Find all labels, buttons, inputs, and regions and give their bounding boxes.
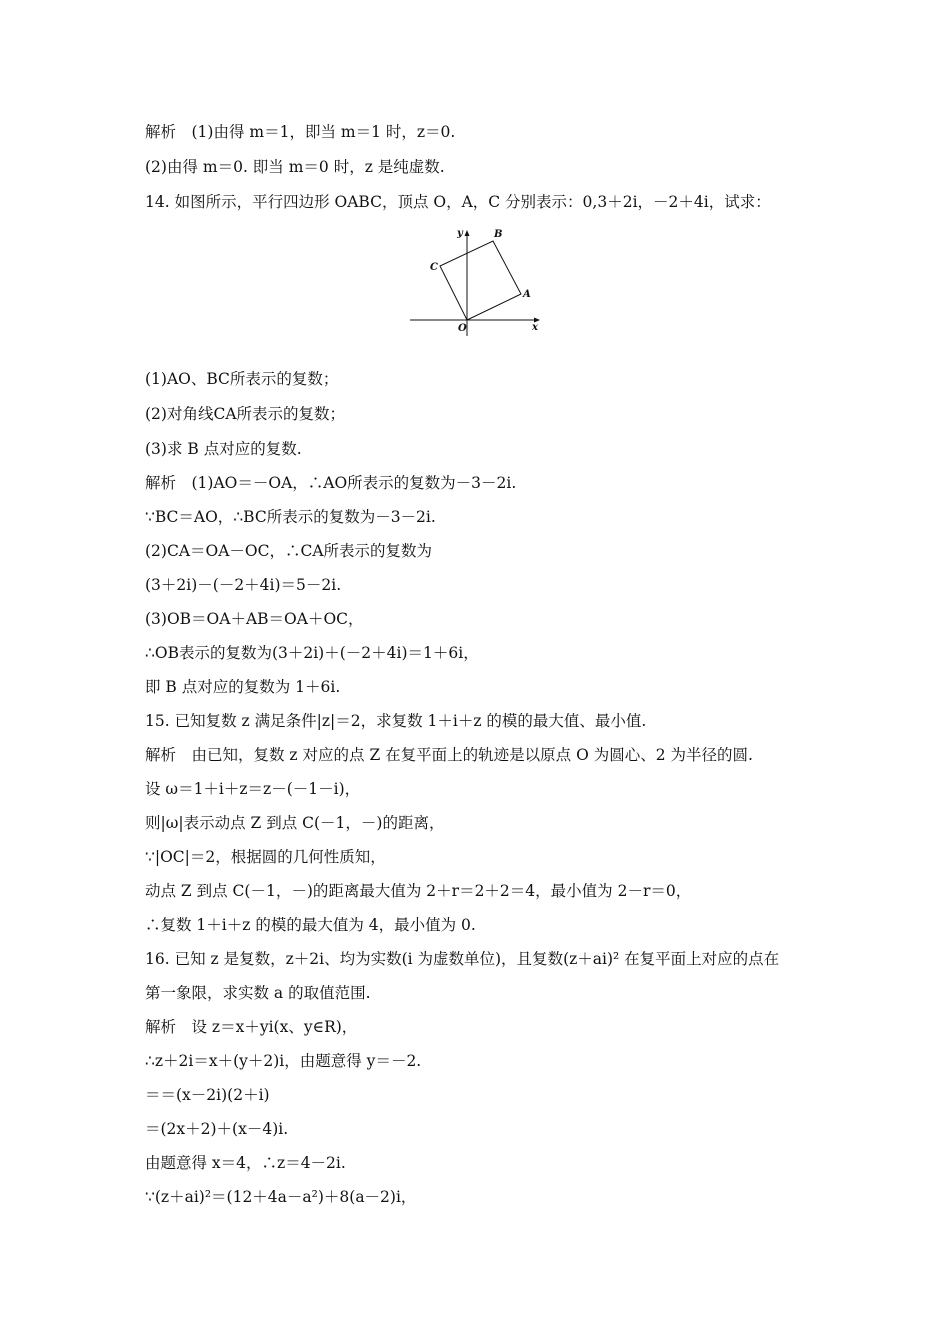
parallelogram-diagram bbox=[410, 226, 545, 338]
parallelogram-figure bbox=[410, 226, 545, 338]
line-22: 第一象限，求实数 a 的取值范围. bbox=[145, 984, 371, 1002]
y-axis-arrow bbox=[465, 230, 470, 236]
label-x: x bbox=[532, 322, 538, 333]
line-13: 即 B 点对应的复数为 1＋6i. bbox=[145, 678, 341, 696]
line-5: (2)对角线CA所表示的复数； bbox=[145, 405, 346, 423]
line-27: 由题意得 x＝4，∴z＝4－2i. bbox=[145, 1154, 346, 1172]
line-18: ∵|OC|＝2，根据圆的几何性质知， bbox=[145, 848, 386, 866]
label-a: A bbox=[523, 289, 531, 300]
line-17: 则|ω|表示动点 Z 到点 C(－1，－)的距离， bbox=[145, 814, 445, 832]
line-9: (2)CA＝OA－OC，∴CA所表示的复数为 bbox=[145, 542, 433, 560]
line-8: ∵BC＝AO，∴BC所表示的复数为－3－2i. bbox=[145, 508, 436, 526]
line-19: 动点 Z 到点 C(－1，－)的距离最大值为 2＋r＝2＋2＝4，最小值为 2－r＝0， bbox=[145, 882, 692, 900]
line-24: ∴z＋2i＝x＋(y＋2)i，由题意得 y＝－2. bbox=[145, 1052, 422, 1070]
label-y: y bbox=[457, 228, 463, 239]
line-10: (3＋2i)－(－2＋4i)＝5－2i. bbox=[145, 576, 342, 594]
line-1: 解析 (1)由得 m＝1，即当 m＝1 时，z＝0. bbox=[145, 123, 456, 141]
line-23: 解析 设 z＝x＋yi(x、y∈R)， bbox=[145, 1018, 358, 1036]
line-6: (3)求 B 点对应的复数. bbox=[145, 440, 302, 458]
line-12: ∴OB表示的复数为(3＋2i)＋(－2＋4i)＝1＋6i， bbox=[145, 644, 479, 662]
line-28: ∵(z＋ai)²＝(12＋4a－a²)＋8(a－2)i， bbox=[145, 1188, 417, 1206]
line-7: 解析 (1)AO＝－OA，∴AO所表示的复数为－3－2i. bbox=[145, 474, 517, 492]
line-3: 14. 如图所示，平行四边形 OABC，顶点 O，A，C 分别表示：0,3＋2i，－2＋4i，试求： bbox=[145, 193, 771, 211]
line-20: ∴复数 1＋i＋z 的模的最大值为 4，最小值为 0. bbox=[145, 916, 476, 934]
label-o: O bbox=[458, 323, 467, 334]
parallelogram-oabc bbox=[440, 241, 521, 320]
label-c: C bbox=[430, 262, 438, 273]
line-25: ＝＝(x－2i)(2＋i) bbox=[145, 1086, 270, 1104]
line-11: (3)OB＝OA＋AB＝OA＋OC， bbox=[145, 610, 364, 628]
line-14: 15. 已知复数 z 满足条件|z|＝2，求复数 1＋i＋z 的模的最大值、最小值. bbox=[145, 712, 647, 730]
line-21: 16. 已知 z 是复数，z＋2i、均为实数(i 为虚数单位)，且复数(z＋ai)² 在复平面上对应的点在 bbox=[145, 950, 780, 968]
line-26: ＝(2x＋2)＋(x－4)i. bbox=[145, 1120, 289, 1138]
line-4: (1)AO、BC所表示的复数； bbox=[145, 370, 339, 388]
line-2: (2)由得 m＝0. 即当 m＝0 时，z 是纯虚数. bbox=[145, 158, 445, 176]
label-b: B bbox=[494, 229, 503, 240]
line-16: 设 ω＝1＋i＋z＝z－(－1－i)， bbox=[145, 780, 361, 798]
line-15: 解析 由已知，复数 z 对应的点 Z 在复平面上的轨迹是以原点 O 为圆心、2 为半径的圆. bbox=[145, 746, 753, 764]
